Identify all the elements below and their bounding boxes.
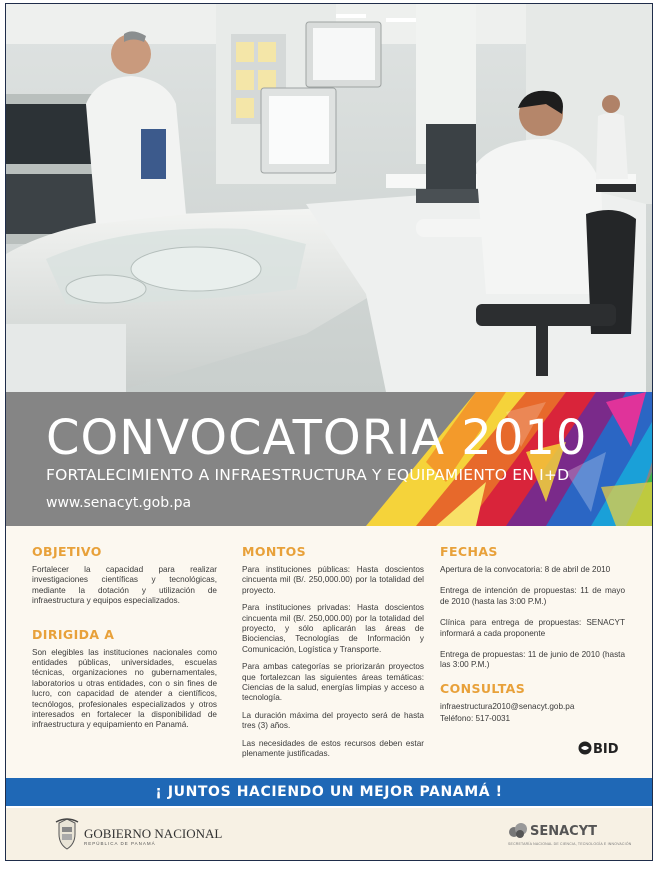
gobierno-nacional-text: GOBIERNO NACIONAL <box>84 826 223 841</box>
consultas-heading: CONSULTAS <box>440 680 526 696</box>
fecha-intencion: Entrega de intención de propuestas: 11 de mayo de 2010 (hasta las 3:00 P.M.) <box>440 586 625 606</box>
title-band <box>6 392 652 526</box>
dirigida-text: Son elegibles las instituciones nacionales como entidades públicas, universidades, escuelas técnicas, organizaciones no gubernamentales, laboratorios u otras entidades, con o sin fines de lucro, con capacidad de atender a científicos, tecnólogos, profesionales especializados y otros interesados en fortalecer la disponibilidad de infraestructura y equipamiento en Panamá. <box>32 647 217 730</box>
convocatoria-title: CONVOCATORIA 2010 <box>46 410 588 466</box>
bid-logo <box>578 741 619 757</box>
bid-emblem-icon <box>578 741 592 755</box>
fechas-heading: FECHAS <box>440 544 498 559</box>
fecha-clinica: Clínica para entrega de propuestas: SENACYT informará a cada proponente <box>440 618 625 638</box>
bid-logo-text: BID <box>593 742 619 757</box>
convocatoria-subtitle: FORTALECIMIENTO A INFRAESTRUCTURA Y EQUIPAMIENTO EN I+D <box>46 466 570 484</box>
gobierno-nacional-subtext: REPÚBLICA DE PANAMÁ <box>84 841 156 846</box>
column-objetivo-dirigida <box>32 544 217 738</box>
consultas-email[interactable]: infraestructura2010@senacyt.gob.pa <box>440 701 575 711</box>
montos-duracion: La duración máxima del proyecto será de hasta tres (3) años. <box>242 710 424 731</box>
senacyt-subtext: SECRETARÍA NACIONAL DE CIENCIA, TECNOLOGÍA E INNOVACIÓN <box>508 842 632 846</box>
coat-of-arms-icon <box>54 818 80 850</box>
column-montos <box>242 544 424 767</box>
montos-privadas: Para instituciones privadas: Hasta doscientos cincuenta mil (B/. 250,000.00) por la totalidad del proyecto, y sólo aplicarán las áreas de Biociencias, Tecnologías de Información y Comunicación, Logística y Transporte. <box>242 603 424 654</box>
lab-photo <box>6 4 652 392</box>
column-fechas-consultas <box>440 544 625 732</box>
fecha-apertura: Apertura de la convocatoria: 8 de abril de 2010 <box>440 565 611 574</box>
senacyt-logo <box>508 822 632 846</box>
montos-prioridades: Para ambas categorías se priorizarán proyectos que fortalezcan las siguientes áreas temáticas: Ciencias de la salud, energías limpias y acceso a tecnología. <box>242 662 424 703</box>
montos-publicas: Para instituciones públicas: Hasta doscientos cincuenta mil (B/. 250,000.00) por la totalidad del proyecto. <box>242 565 424 595</box>
consultas-telefono: Teléfono: 517-0031 <box>440 714 511 724</box>
website-link[interactable]: www.senacyt.gob.pa <box>46 495 192 511</box>
objetivo-heading: OBJETIVO <box>32 544 102 559</box>
senacyt-emblem-icon <box>508 822 528 840</box>
info-section <box>6 526 652 778</box>
poster <box>5 3 653 861</box>
footer <box>6 806 652 861</box>
montos-heading: MONTOS <box>242 544 307 559</box>
senacyt-text: SENACYT <box>530 824 598 839</box>
slogan-bar: ¡ JUNTOS HACIENDO UN MEJOR PANAMÁ ! <box>6 778 652 806</box>
fecha-entrega: Entrega de propuestas: 11 de junio de 2010 (hasta las 3:00 P.M.) <box>440 650 625 670</box>
montos-necesidades: Las necesidades de estos recursos deben estar plenamente justificadas. <box>242 738 424 759</box>
objetivo-text: Fortalecer la capacidad para realizar investigaciones científicas y tecnológicas, mediante la dotación y utilización de infraestructura y equipos especializados. <box>32 565 217 606</box>
dirigida-heading: DIRIGIDA A <box>32 626 115 642</box>
gobierno-nacional-logo <box>54 818 223 855</box>
